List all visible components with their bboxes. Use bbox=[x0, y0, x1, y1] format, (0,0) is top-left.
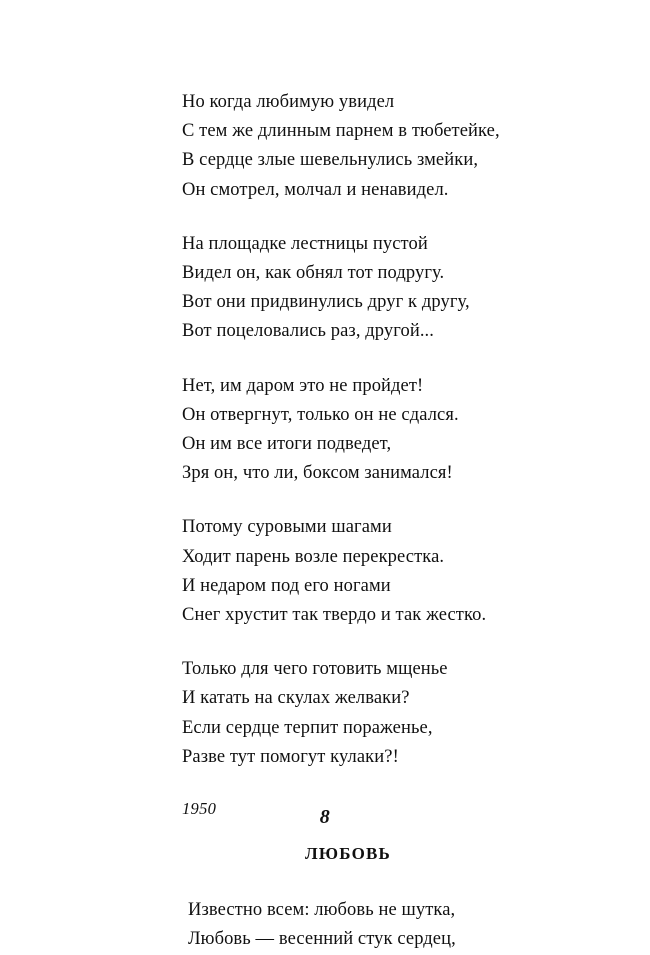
stanza bbox=[182, 655, 540, 772]
poem-line: Зря он, что ли, боксом занимался! bbox=[182, 463, 453, 484]
poem-line: Потому суровыми шагами bbox=[182, 517, 392, 538]
poem-line: Он смотрел, молчал и ненавидел. bbox=[182, 179, 449, 200]
stanza bbox=[182, 372, 540, 489]
poem-line: Видел он, как обнял тот подругу. bbox=[182, 263, 445, 284]
poem-year: 1950 bbox=[182, 799, 217, 819]
poem-line: И катать на скулах желваки? bbox=[182, 688, 410, 709]
poem-line: Известно всем: любовь не шутка, bbox=[188, 900, 456, 921]
poem-line: На площадке лестницы пустой bbox=[182, 233, 428, 254]
stanza bbox=[182, 88, 540, 205]
poem-line: Он им все итоги подведет, bbox=[182, 434, 392, 455]
poem-line: Вот поцеловались раз, другой... bbox=[182, 321, 435, 342]
poem-line: Но когда любимую увидел bbox=[182, 92, 395, 112]
poem-line: Если сердце терпит пораженье, bbox=[182, 717, 433, 738]
stanza bbox=[182, 896, 540, 954]
poem-line: Снег хрустит так твердо и так жестко. bbox=[182, 605, 487, 626]
poem-line: Вот они придвинулись друг к другу, bbox=[182, 292, 470, 313]
poem-line: В сердце злые шевельнулись змейки, bbox=[182, 150, 479, 171]
poem-line: Ходит парень возле перекрестка. bbox=[182, 546, 445, 567]
poem-line: И недаром под его ногами bbox=[182, 575, 391, 596]
poem-line: Любовь — весенний стук сердец, bbox=[188, 929, 456, 950]
poem-line: Он отвергнут, только он не сдался. bbox=[182, 404, 459, 425]
page-number: 8 bbox=[319, 806, 331, 828]
stanza bbox=[182, 230, 540, 347]
poem-line: Только для чего готовить мщенье bbox=[182, 659, 448, 680]
next-poem-title: ЛЮБОВЬ bbox=[305, 844, 391, 864]
poem-line: Нет, им даром это не пройдет! bbox=[182, 375, 424, 396]
poem-line: Разве тут помогут кулаки?! bbox=[182, 746, 399, 767]
stanza bbox=[182, 513, 540, 630]
poem-line: С тем же длинным парнем в тюбетейке, bbox=[182, 121, 500, 142]
